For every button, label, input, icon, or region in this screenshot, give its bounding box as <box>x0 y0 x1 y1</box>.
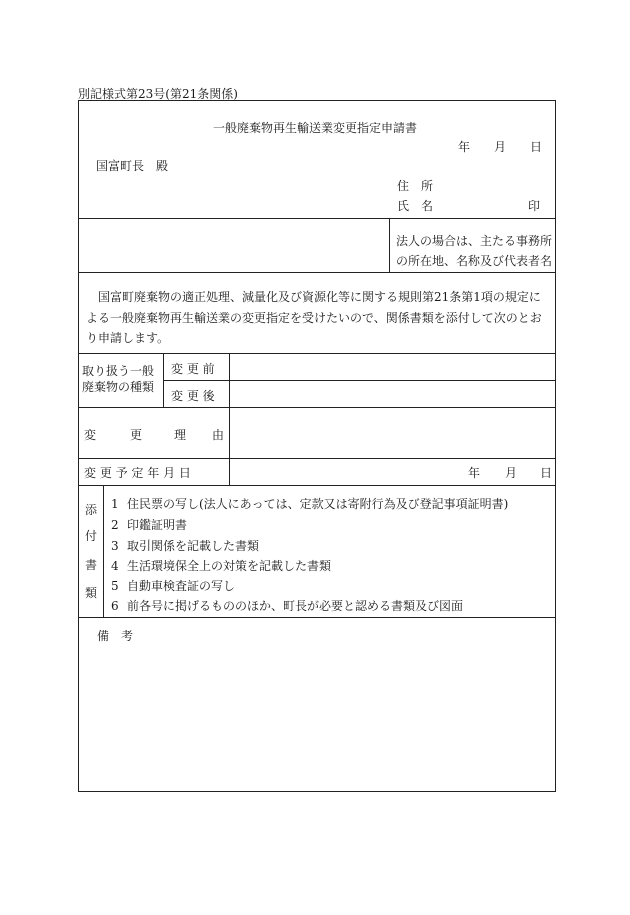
divider <box>163 353 164 407</box>
date-year-label: 年 <box>458 140 471 154</box>
divider <box>78 407 556 408</box>
name-label: 氏 名 <box>397 199 434 213</box>
attachments-label-char: 添 <box>85 503 98 517</box>
divider <box>229 353 230 485</box>
attachment-item: 4 生活環境保全上の対策を記載した書類 <box>111 559 332 573</box>
attachment-item: 3 取引関係を記載した書類 <box>111 539 260 553</box>
divider <box>78 458 556 459</box>
address-label: 住 所 <box>397 179 434 193</box>
date-month-label: 月 <box>494 140 507 154</box>
attachment-item: 6 前各号に掲げるもののほか、町長が必要と認める書類及び図面 <box>111 599 464 613</box>
reason-label-char: 更 <box>130 428 143 442</box>
after-change-label: 変 更 後 <box>171 389 215 403</box>
scheduled-date-label: 変 更 予 定 年 月 日 <box>84 466 191 480</box>
application-statement <box>86 287 550 349</box>
divider <box>78 272 556 273</box>
divider <box>389 218 390 272</box>
corporate-note-line1: 法人の場合は、主たる事務所 <box>396 234 553 248</box>
reason-label-char: 変 <box>84 428 97 442</box>
scheduled-year-label: 年 <box>468 466 481 480</box>
attachment-item: 1 住民票の写し(法人にあっては、定款又は寄附行為及び登記事項証明書) <box>111 497 509 511</box>
attachments-label-char: 書 <box>85 558 98 572</box>
addressee: 国富町長 殿 <box>96 159 169 173</box>
divider <box>78 617 556 618</box>
date-day-label: 日 <box>530 140 543 154</box>
form-title: 一般廃棄物再生輸送業変更指定申請書 <box>212 121 417 135</box>
waste-type-label-line1: 取り扱う一般 <box>82 364 155 378</box>
divider <box>78 218 556 219</box>
attachment-item: 5 自動車検査証の写し <box>111 579 236 593</box>
seal-mark: 印 <box>528 199 541 213</box>
attachments-label-char: 付 <box>85 529 98 543</box>
attachments-label-char: 類 <box>85 586 98 600</box>
attachment-item: 2 印鑑証明書 <box>111 518 188 532</box>
divider <box>78 353 556 354</box>
remarks-label: 備 考 <box>97 629 134 643</box>
divider <box>103 485 104 617</box>
divider <box>163 380 556 381</box>
corporate-note-line2: の所在地、名称及び代表者名 <box>396 254 553 268</box>
scheduled-day-label: 日 <box>540 466 553 480</box>
application-statement-text: 国富町廃棄物の適正処理、減量化及び資源化等に関する規則第21条第1項の規定による一般廃棄物再生輸送業の変更指定を受けたいので、関係書類を添付して次のとおり申請します。 <box>86 290 542 345</box>
form-frame <box>78 100 556 792</box>
reason-label-char: 由 <box>212 428 225 442</box>
scheduled-month-label: 月 <box>505 466 518 480</box>
form-number: 別記様式第23号(第21条関係) <box>78 87 238 101</box>
divider <box>78 485 556 486</box>
before-change-label: 変 更 前 <box>171 362 215 376</box>
waste-type-label-line2: 廃棄物の種類 <box>82 380 155 394</box>
reason-label-char: 理 <box>174 428 187 442</box>
